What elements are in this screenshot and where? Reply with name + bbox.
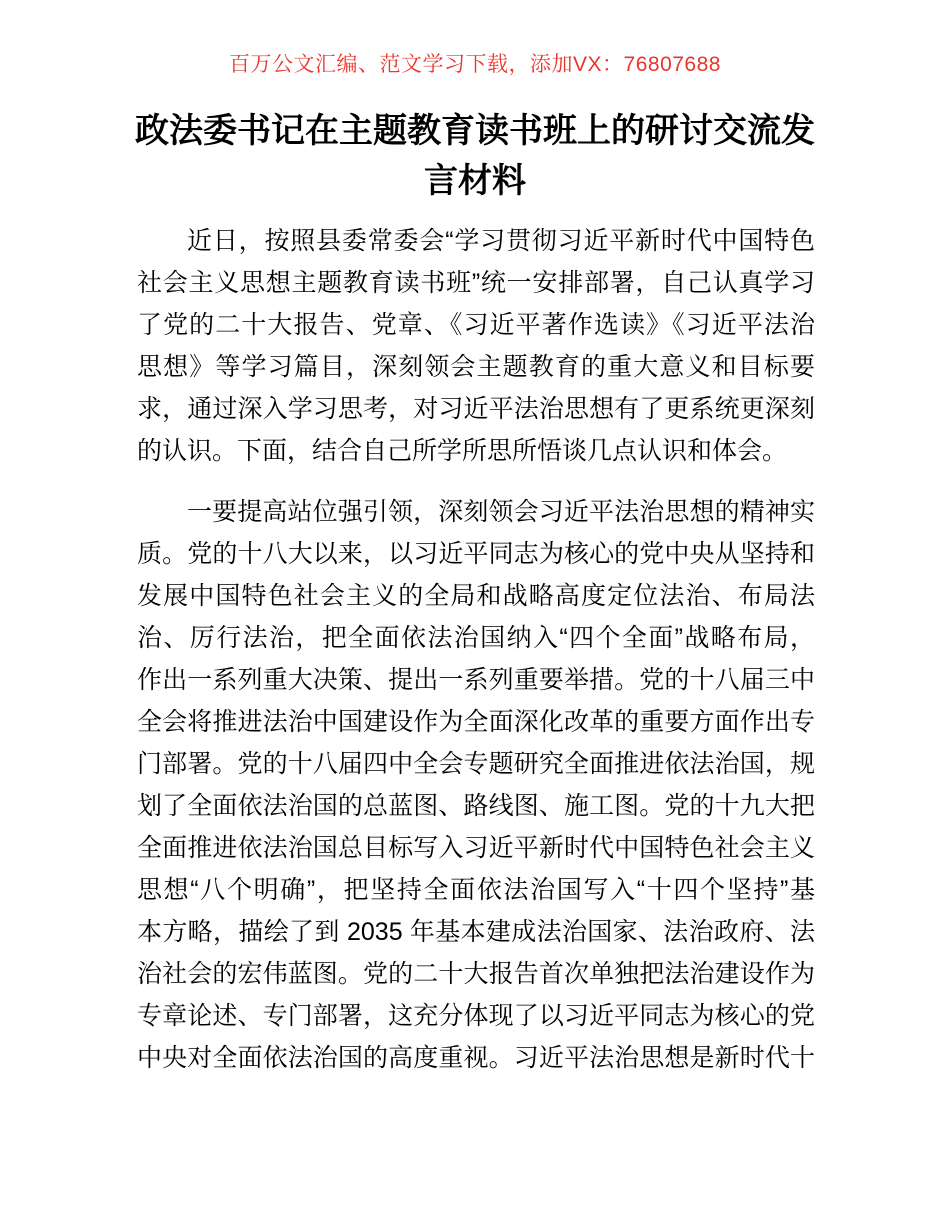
text-line: 思想》等学习篇目，深刻领会主题教育的重大意义和目标要 [137,353,815,381]
text-line: 发展中国特色社会主义的全局和战略高度定位法治、布局法 [137,582,815,610]
document-title-line-1: 政法委书记在主题教育读书班上的研讨交流发 [135,112,815,150]
text-line: 一要提高站位强引领，深刻领会习近平法治思想的精神实 [187,498,815,526]
text-line: 思想“八个明确”，把坚持全面依法治国写入“十四个坚持”基 [137,876,815,904]
promo-banner: 百万公文汇编、范文学习下载，添加VX：76807688 [229,53,721,76]
text-line: 全面推进依法治国总目标写入习近平新时代中国特色社会主义 [137,834,815,862]
text-line: 治、厉行法治，把全面依法治国纳入“四个全面”战略布局， [137,624,815,652]
text-line: 求，通过深入学习思考，对习近平法治思想有了更系统更深刻 [137,395,815,423]
text-line: 作出一系列重大决策、提出一系列重要举措。党的十八届三中 [137,666,815,694]
text-line: 专章论述、专门部署，这充分体现了以习近平同志为核心的党 [137,1002,815,1030]
paragraph-1 [137,220,815,472]
document-body [137,220,815,1079]
document-title [0,106,950,206]
text-line: 了党的二十大报告、党章、《习近平著作选读》《习近平法治 [137,311,815,339]
text-line: 划了全面依法治国的总蓝图、路线图、施工图。党的十九大把 [137,792,815,820]
text-line: 近日，按照县委常委会“学习贯彻习近平新时代中国特色 [187,227,815,255]
text-line: 门部署。党的十八届四中全会专题研究全面推进依法治国，规 [137,750,815,778]
text-line: 中央对全面依法治国的高度重视。习近平法治思想是新时代十 [137,1044,815,1072]
text-line: 全会将推进法治中国建设作为全面深化改革的重要方面作出专 [137,708,815,736]
text-line: 的认识。下面，结合自己所学所思所悟谈几点认识和体会。 [137,437,788,465]
paragraph-2 [137,491,815,1079]
text-line: 本方略，描绘了到 2035 年基本建成法治国家、法治政府、法 [137,918,815,946]
text-line: 治社会的宏伟蓝图。党的二十大报告首次单独把法治建设作为 [137,960,815,988]
text-line: 质。党的十八大以来，以习近平同志为核心的党中央从坚持和 [137,540,815,568]
document-title-line-2: 言材料 [424,162,526,200]
text-line: 社会主义思想主题教育读书班”统一安排部署，自己认真学习 [137,269,815,297]
